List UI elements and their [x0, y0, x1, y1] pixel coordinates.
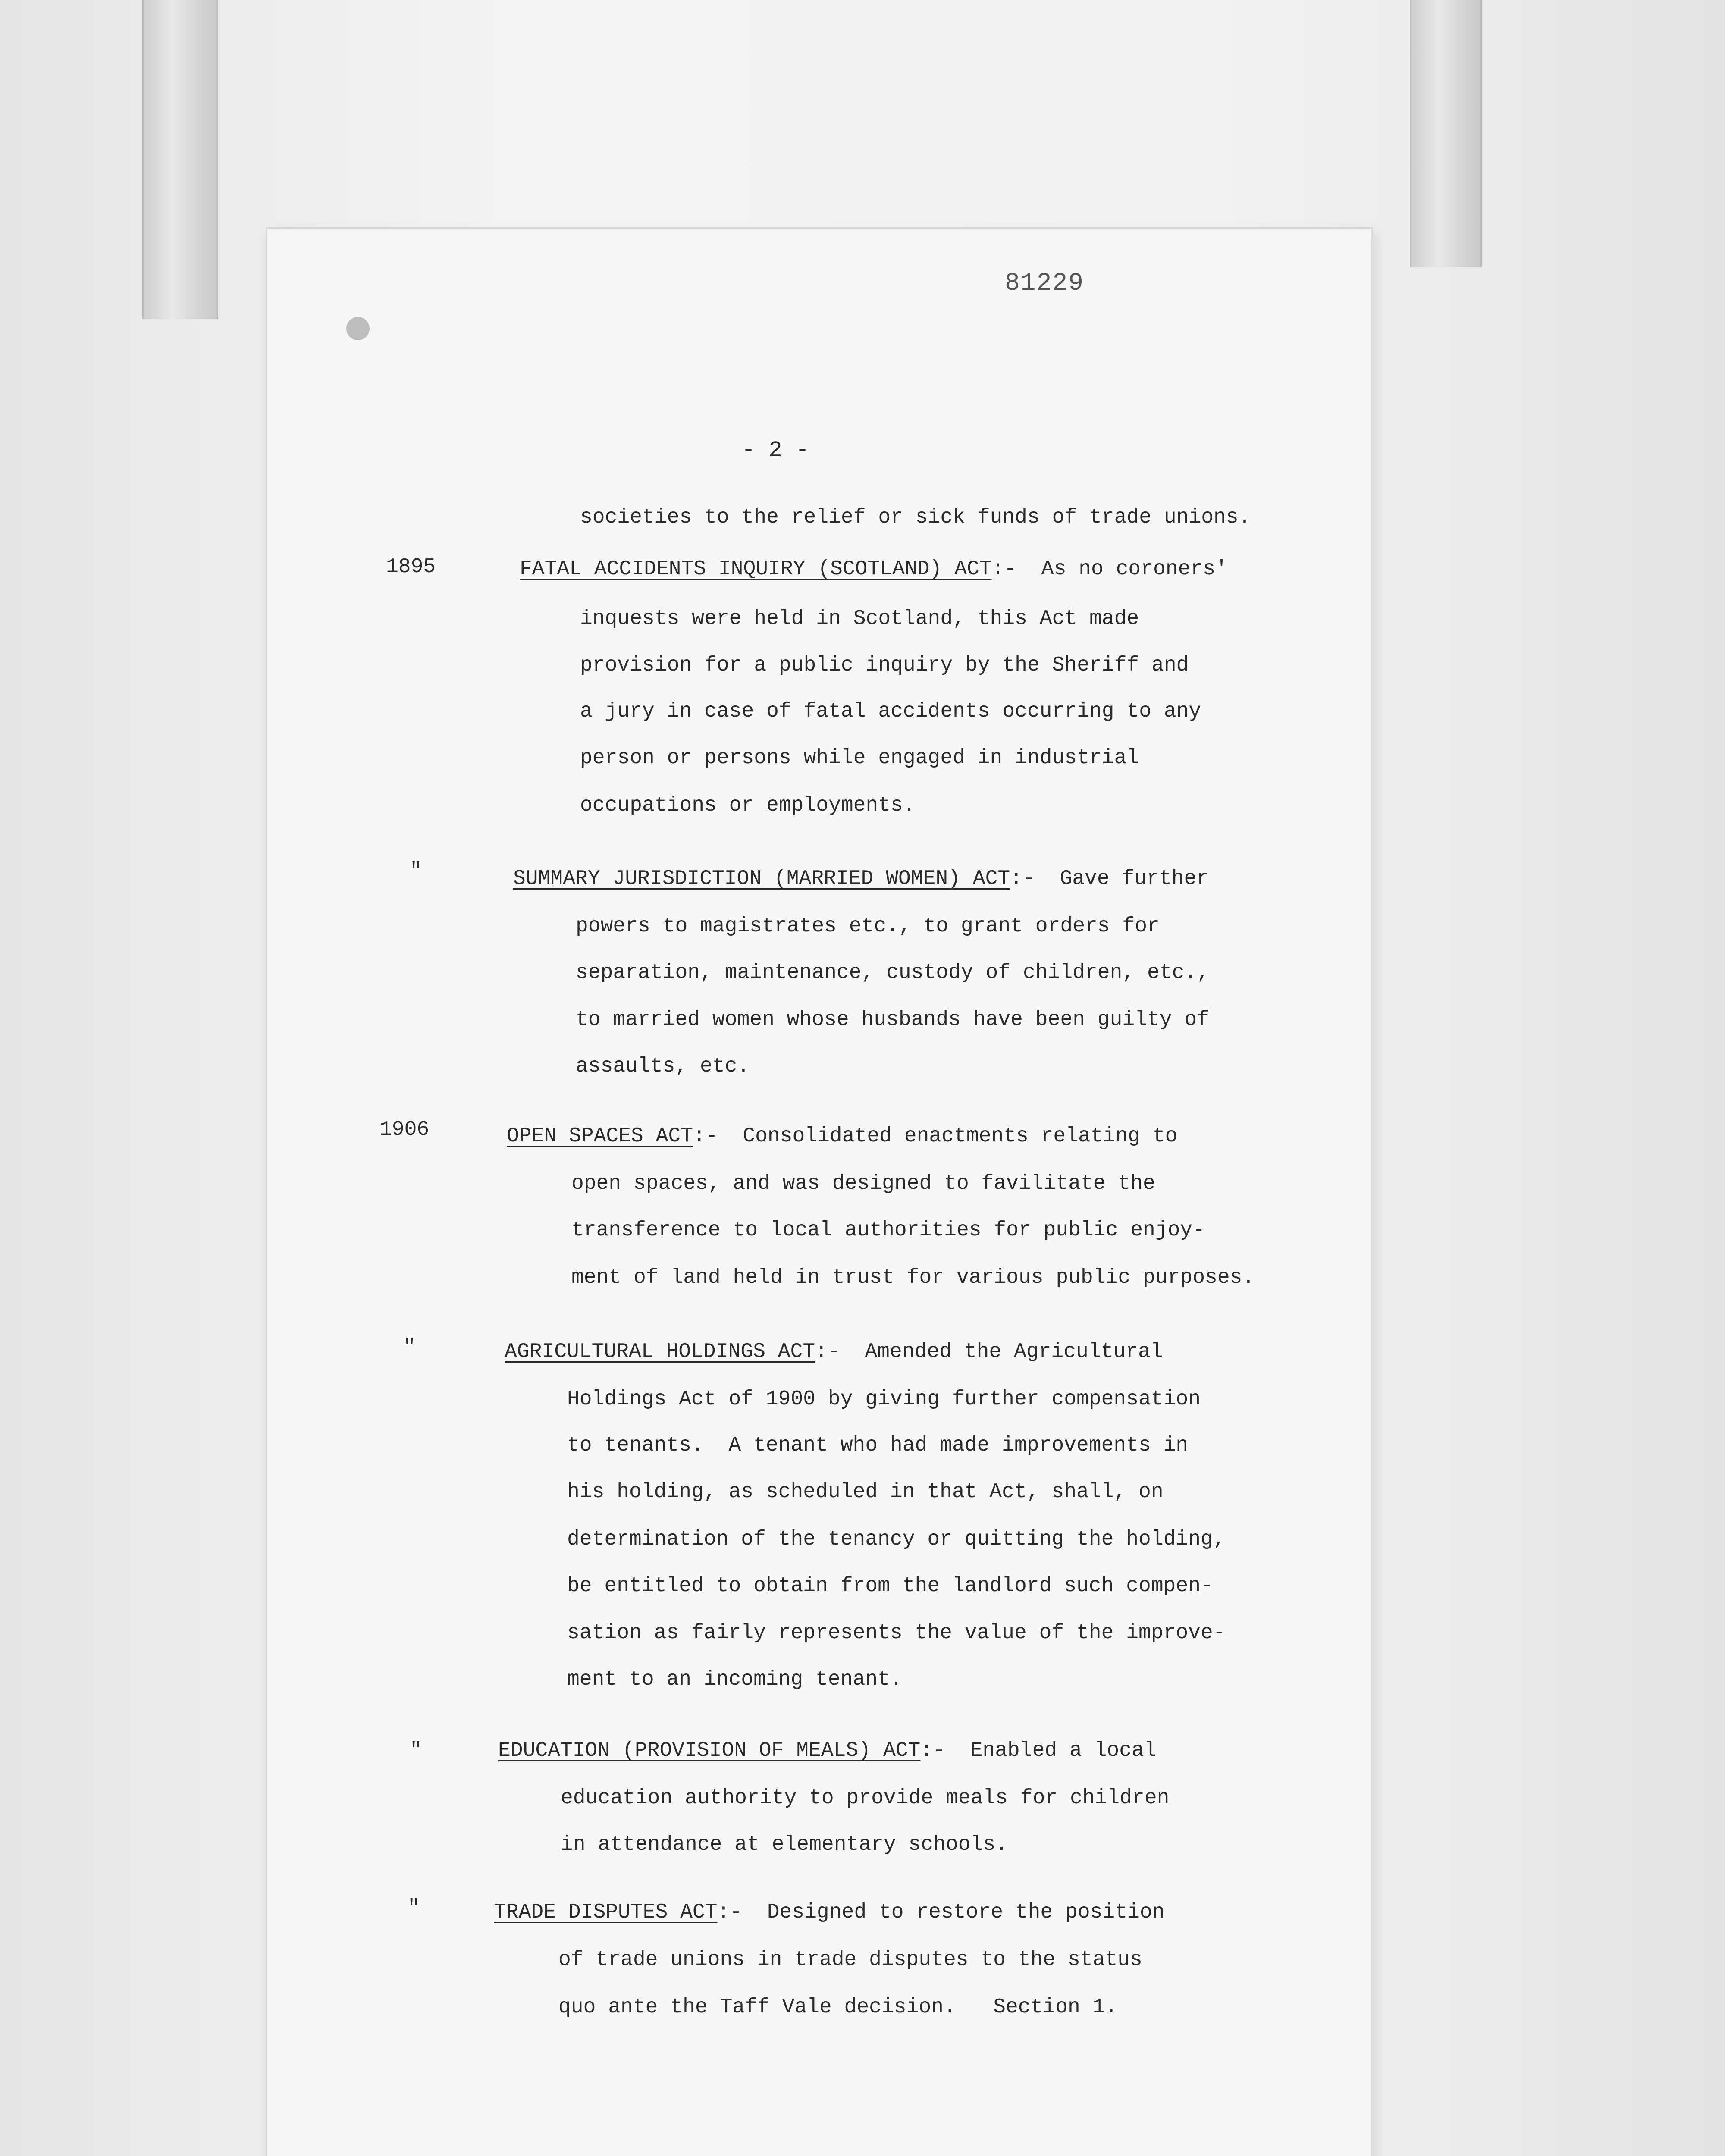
heading-separator: :- [1010, 867, 1035, 890]
entry-line: separation, maintenance, custody of children, etc., [576, 961, 1210, 984]
entry-heading [520, 556, 1228, 582]
entry-line: education authority to provide meals for children [561, 1786, 1170, 1810]
entry-line: ment to an incoming tenant. [567, 1668, 903, 1691]
entry-line: provision for a public inquiry by the Sheriff and [580, 654, 1189, 677]
act-title: OPEN SPACES ACT [507, 1125, 693, 1148]
mounting-tape [1410, 0, 1482, 267]
heading-separator: :- [693, 1125, 718, 1148]
entry-year: " [410, 859, 422, 883]
entry-line: to married women whose husbands have been guilty of [576, 1008, 1210, 1031]
act-title: EDUCATION (PROVISION OF MEALS) ACT [498, 1739, 921, 1762]
entry-line: his holding, as scheduled in that Act, shall, on [567, 1480, 1164, 1504]
heading-separator: :- [991, 558, 1017, 581]
entry-line: ment of land held in trust for various public purposes. [571, 1266, 1255, 1289]
act-title: SUMMARY JURISDICTION (MARRIED WOMEN) ACT [513, 867, 1010, 890]
entry-year: " [410, 1739, 422, 1762]
heading-separator: :- [920, 1739, 945, 1762]
act-title: FATAL ACCIDENTS INQUIRY (SCOTLAND) ACT [520, 558, 992, 581]
entry-heading [505, 1339, 1163, 1365]
entry-line: of trade unions in trade disputes to the status [558, 1948, 1142, 1971]
entry-line: person or persons while engaged in industrial [580, 746, 1139, 770]
entry-line: transference to local authorities for public enjoy- [571, 1219, 1205, 1242]
entry-heading [513, 866, 1209, 892]
entry-heading [494, 1899, 1164, 1925]
continuation-line: societies to the relief or sick funds of trade unions. [580, 506, 1251, 529]
entry-line: in attendance at elementary schools. [561, 1833, 1008, 1856]
entry-line: Holdings Act of 1900 by giving further compensation [567, 1388, 1201, 1411]
punch-hole [346, 317, 370, 340]
archive-number: 81229 [1005, 270, 1085, 298]
entry-heading [507, 1123, 1177, 1149]
entry-first-line: Designed to restore the position [767, 1901, 1165, 1924]
entry-first-line: Amended the Agricultural [865, 1340, 1163, 1363]
entry-line: inquests were held in Scotland, this Act made [580, 607, 1139, 630]
entry-line: determination of the tenancy or quitting the holding, [567, 1528, 1226, 1551]
entry-line: quo ante the Taff Vale decision. Section 1. [558, 1996, 1118, 2019]
entry-line: a jury in case of fatal accidents occurring to any [580, 700, 1201, 723]
entry-first-line: Gave further [1060, 867, 1209, 890]
page-marker: - 2 - [742, 438, 809, 463]
entry-line: occupations or employments. [580, 794, 916, 817]
act-title: AGRICULTURAL HOLDINGS ACT [505, 1340, 815, 1363]
entry-line: powers to magistrates etc., to grant orders for [576, 915, 1160, 938]
heading-separator: :- [815, 1340, 840, 1363]
entry-line: be entitled to obtain from the landlord such compen- [567, 1574, 1213, 1598]
entry-first-line: Consolidated enactments relating to [743, 1125, 1178, 1148]
entry-first-line: Enabled a local [970, 1739, 1157, 1762]
entry-year: " [408, 1896, 420, 1920]
mounting-tape [142, 0, 218, 319]
heading-separator: :- [717, 1901, 743, 1924]
entry-year: 1895 [386, 555, 436, 579]
entry-line: sation as fairly represents the value of the improve- [567, 1621, 1226, 1645]
entry-year: 1906 [380, 1118, 430, 1141]
entry-first-line: As no coroners' [1041, 558, 1228, 581]
act-title: TRADE DISPUTES ACT [494, 1901, 718, 1924]
entry-line: to tenants. A tenant who had made improvements in [567, 1434, 1189, 1457]
entry-heading [498, 1738, 1157, 1764]
entry-line: open spaces, and was designed to favilitate the [571, 1172, 1155, 1195]
entry-year: " [403, 1336, 416, 1359]
entry-line: assaults, etc. [576, 1055, 750, 1078]
